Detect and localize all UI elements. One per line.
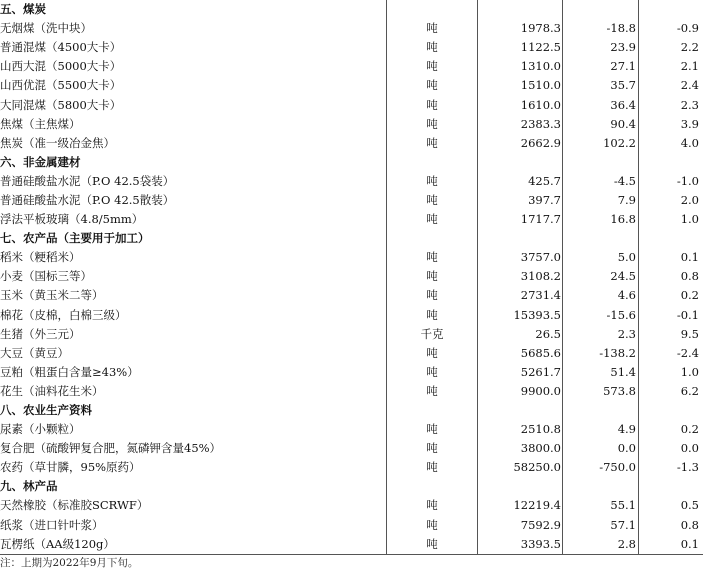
item-name: 普通硅酸盐水泥（P.O 42.5散装） [0,191,387,210]
section-title: 九、林产品 [0,477,387,496]
item-name: 大同混煤（5800大卡） [0,95,387,114]
change-cell: -15.6 [563,306,639,325]
table-row [0,363,703,382]
change-cell [563,153,639,172]
change-cell: 57.1 [563,516,639,535]
change-cell: 51.4 [563,363,639,382]
price-cell: 1122.5 [478,38,563,57]
price-cell: 3108.2 [478,267,563,286]
price-cell: 1610.0 [478,95,563,114]
unit-cell: 吨 [387,420,478,439]
unit-cell: 吨 [387,286,478,305]
section-title: 七、农产品（主要用于加工） [0,229,387,248]
unit-cell: 吨 [387,19,478,38]
price-cell: 3757.0 [478,248,563,267]
change-percent-cell: 2.1 [680,59,699,74]
price-cell: 7592.9 [478,516,563,535]
price-cell [478,401,563,420]
change-cell: 102.2 [563,134,639,153]
change-percent-cell: 2.0 [680,192,699,207]
unit-cell: 吨 [387,210,478,229]
change-percent-cell: 1.0 [680,212,699,227]
unit-cell: 吨 [387,458,478,477]
section-header-row [0,229,703,248]
change-percent-cell: 3.9 [680,116,699,131]
section-title: 五、煤炭 [0,0,387,19]
change-percent-cell: 0.8 [680,517,699,532]
change-cell: 23.9 [563,38,639,57]
change-percent-cell: 2.4 [680,78,699,93]
unit-cell: 吨 [387,496,478,515]
item-name: 复合肥（硫酸钾复合肥，氮磷钾含量45%） [0,439,387,458]
unit-cell: 吨 [387,134,478,153]
item-name: 焦煤（主焦煤） [0,115,387,134]
change-percent-cell: 1.0 [680,364,699,379]
change-percent-cell: -1.3 [676,460,699,475]
item-name: 小麦（国标三等） [0,267,387,286]
item-name: 山西优混（5500大卡） [0,76,387,95]
change-percent-cell [639,477,703,496]
unit-cell: 吨 [387,516,478,535]
unit-cell: 吨 [387,172,478,191]
item-name: 农药（草甘膦，95%原药） [0,458,387,477]
table-row [0,535,703,555]
item-name: 浮法平板玻璃（4.8/5mm） [0,210,387,229]
change-cell: 90.4 [563,115,639,134]
table-row [0,191,703,210]
change-cell: 0.0 [563,439,639,458]
change-percent-cell [639,0,703,19]
unit-cell: 吨 [387,191,478,210]
price-cell: 1717.7 [478,210,563,229]
change-cell [563,0,639,19]
change-cell: 36.4 [563,95,639,114]
price-cell [478,153,563,172]
unit-cell: 吨 [387,344,478,363]
unit-cell: 吨 [387,115,478,134]
change-cell: -138.2 [563,344,639,363]
item-name: 天然橡胶（标准胶SCRWF） [0,496,387,515]
unit-cell: 吨 [387,267,478,286]
unit-cell: 吨 [387,57,478,76]
change-percent-cell [639,229,703,248]
price-cell: 3800.0 [478,439,563,458]
change-percent-cell: 9.5 [680,326,699,341]
section-header-row [0,153,703,172]
change-percent-cell [639,153,703,172]
price-cell: 3393.5 [478,535,563,555]
price-cell [478,0,563,19]
section-header-row [0,0,703,19]
section-title: 六、非金属建材 [0,153,387,172]
change-percent-cell: -1.0 [676,173,699,188]
change-cell: 35.7 [563,76,639,95]
unit-cell: 吨 [387,38,478,57]
table-row [0,344,703,363]
item-name: 焦炭（准一级冶金焦） [0,134,387,153]
change-percent-cell: -0.9 [676,21,699,36]
price-cell: 1310.0 [478,57,563,76]
price-cell: 58250.0 [478,458,563,477]
change-cell [563,229,639,248]
price-cell: 5685.6 [478,344,563,363]
unit-cell [387,477,478,496]
table-row [0,420,703,439]
item-name: 花生（油料花生米） [0,382,387,401]
table-row [0,496,703,515]
section-title: 八、农业生产资料 [0,401,387,420]
section-header-row [0,401,703,420]
change-percent-cell: 6.2 [680,383,699,398]
price-cell: 15393.5 [478,306,563,325]
change-cell: 27.1 [563,57,639,76]
table-row [0,115,703,134]
price-cell [478,477,563,496]
price-cell [478,229,563,248]
unit-cell [387,153,478,172]
change-cell: 24.5 [563,267,639,286]
item-name: 玉米（黄玉米二等） [0,286,387,305]
change-percent-cell: 0.1 [639,535,703,555]
unit-cell [387,229,478,248]
table-row [0,267,703,286]
table-row [0,325,703,344]
change-cell: 573.8 [563,382,639,401]
item-name: 无烟煤（洗中块） [0,19,387,38]
item-name: 大豆（黄豆） [0,344,387,363]
unit-cell [387,401,478,420]
price-cell: 5261.7 [478,363,563,382]
table-row [0,57,703,76]
price-cell: 2383.3 [478,115,563,134]
table-row [0,306,703,325]
item-name: 纸浆（进口针叶浆） [0,516,387,535]
change-cell [563,401,639,420]
change-percent-cell: 0.8 [680,269,699,284]
change-cell: -18.8 [563,19,639,38]
unit-cell: 吨 [387,382,478,401]
price-cell: 26.5 [478,325,563,344]
unit-cell: 吨 [387,535,478,555]
table-row [0,95,703,114]
price-cell: 1978.3 [478,19,563,38]
change-percent-cell: 0.0 [680,441,699,456]
item-name: 尿素（小颗粒） [0,420,387,439]
price-cell: 1510.0 [478,76,563,95]
unit-cell: 吨 [387,248,478,267]
price-cell: 425.7 [478,172,563,191]
item-name: 普通硅酸盐水泥（P.O 42.5袋装） [0,172,387,191]
table-row [0,248,703,267]
table-row [0,134,703,153]
change-cell: 5.0 [563,248,639,267]
table-row [0,76,703,95]
item-name: 棉花（皮棉，白棉三级） [0,306,387,325]
unit-cell [387,0,478,19]
change-percent-cell: -2.4 [676,345,699,360]
change-cell: 2.8 [563,535,639,555]
price-cell: 9900.0 [478,382,563,401]
change-percent-cell: -0.1 [676,307,699,322]
change-percent-cell: 2.2 [680,40,699,55]
item-name: 普通混煤（4500大卡） [0,38,387,57]
price-cell: 2731.4 [478,286,563,305]
change-cell [563,477,639,496]
table-row [0,38,703,57]
item-name: 瓦楞纸（AA级120g） [0,535,387,555]
table-row [0,439,703,458]
unit-cell: 吨 [387,439,478,458]
table-row [0,172,703,191]
table-row [0,382,703,401]
change-cell: 4.9 [563,420,639,439]
change-cell: -750.0 [563,458,639,477]
table-note: 注：上期为2022年9月下旬。 [0,557,139,569]
change-cell: 4.6 [563,286,639,305]
change-percent-cell: 0.5 [680,498,699,513]
item-name: 豆粕（粗蛋白含量≥43%） [0,363,387,382]
change-percent-cell: 0.1 [680,250,699,265]
change-cell: 55.1 [563,496,639,515]
unit-cell: 千克 [387,325,478,344]
change-percent-cell: 4.0 [680,135,699,150]
unit-cell: 吨 [387,76,478,95]
table-row [0,19,703,38]
change-cell: 7.9 [563,191,639,210]
table-row [0,286,703,305]
unit-cell: 吨 [387,363,478,382]
unit-cell: 吨 [387,306,478,325]
price-cell: 2662.9 [478,134,563,153]
item-name: 稻米（粳稻米） [0,248,387,267]
price-cell: 12219.4 [478,496,563,515]
price-cell: 397.7 [478,191,563,210]
change-percent-cell [639,401,703,420]
change-percent-cell: 0.2 [680,422,699,437]
item-name: 生猪（外三元） [0,325,387,344]
table-row [0,458,703,477]
table-row [0,516,703,535]
unit-cell: 吨 [387,95,478,114]
table-row [0,210,703,229]
change-cell: 2.3 [563,325,639,344]
item-name: 山西大混（5000大卡） [0,57,387,76]
change-percent-cell: 0.2 [680,288,699,303]
change-percent-cell: 2.3 [680,97,699,112]
change-cell: -4.5 [563,172,639,191]
price-cell: 2510.8 [478,420,563,439]
section-header-row [0,477,703,496]
change-cell: 16.8 [563,210,639,229]
